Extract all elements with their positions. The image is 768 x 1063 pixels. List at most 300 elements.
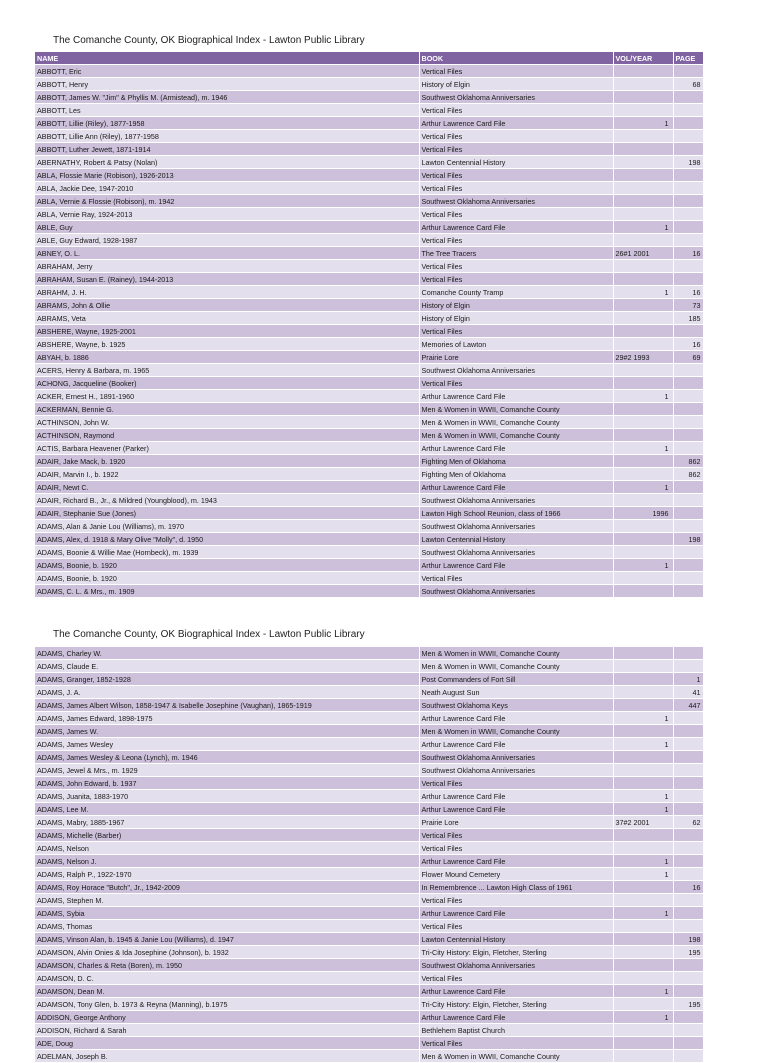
vol-year-cell: 1	[613, 855, 673, 868]
table-row	[35, 195, 703, 208]
vol-year-cell	[613, 894, 673, 907]
vol-year-cell	[613, 1037, 673, 1050]
book-cell: Prairie Lore	[419, 351, 613, 364]
book-cell: Lawton Centennial History	[419, 533, 613, 546]
name-cell: ADAMSON, Alvin Onies & Ida Josephine (Johnson), b. 1932	[35, 946, 419, 959]
page-cell	[673, 416, 703, 429]
vol-year-cell	[613, 104, 673, 117]
book-cell: Vertical Files	[419, 130, 613, 143]
vol-year-cell	[613, 312, 673, 325]
name-cell: ABBOTT, Luther Jewett, 1871-1914	[35, 143, 419, 156]
table-row	[35, 855, 703, 868]
name-cell: ADAIR, Stephanie Sue (Jones)	[35, 507, 419, 520]
vol-year-cell: 1	[613, 559, 673, 572]
page-cell	[673, 855, 703, 868]
vol-year-cell	[613, 699, 673, 712]
table-row	[35, 946, 703, 959]
table-row	[35, 546, 703, 559]
name-cell: ABRAHAM, Susan E. (Rainey), 1944-2013	[35, 273, 419, 286]
book-cell: Men & Women in WWII, Comanche County	[419, 660, 613, 673]
vol-year-cell	[613, 195, 673, 208]
book-cell: Vertical Files	[419, 377, 613, 390]
table-row	[35, 221, 703, 234]
page-cell	[673, 868, 703, 881]
vol-year-cell	[613, 946, 673, 959]
book-cell: Memories of Lawton	[419, 338, 613, 351]
page-cell: 198	[673, 533, 703, 546]
vol-year-cell	[613, 494, 673, 507]
header-row	[35, 52, 703, 65]
page-cell	[673, 429, 703, 442]
vol-year-cell	[613, 972, 673, 985]
page-cell	[673, 842, 703, 855]
name-cell: ABSHERE, Wayne, 1925-2001	[35, 325, 419, 338]
book-cell: Arthur Lawrence Card File	[419, 559, 613, 572]
table-row	[35, 312, 703, 325]
name-cell: ADAMS, Sybia	[35, 907, 419, 920]
table-row	[35, 338, 703, 351]
book-cell: Southwest Oklahoma Anniversaries	[419, 195, 613, 208]
book-cell: Neath August Sun	[419, 686, 613, 699]
table-row	[35, 907, 703, 920]
table-row	[35, 455, 703, 468]
table-row	[35, 247, 703, 260]
vol-year-cell	[613, 686, 673, 699]
page-cell	[673, 972, 703, 985]
book-cell: Vertical Files	[419, 920, 613, 933]
name-cell: ABRAHM, J. H.	[35, 286, 419, 299]
name-column-header: NAME	[35, 52, 419, 65]
vol-year-cell	[613, 234, 673, 247]
name-cell: ACTHINSON, John W.	[35, 416, 419, 429]
table-row	[35, 507, 703, 520]
page-cell	[673, 985, 703, 998]
name-cell: ADAMS, Charley W.	[35, 647, 419, 660]
book-cell: Post Commanders of Fort Sill	[419, 673, 613, 686]
book-cell: Southwest Oklahoma Anniversaries	[419, 494, 613, 507]
table-row	[35, 738, 703, 751]
table-row	[35, 777, 703, 790]
name-cell: ABLA, Vernie Ray, 1924-2013	[35, 208, 419, 221]
table-row	[35, 585, 703, 598]
book-cell: Southwest Oklahoma Anniversaries	[419, 546, 613, 559]
page-cell	[673, 169, 703, 182]
book-cell: Arthur Lawrence Card File	[419, 907, 613, 920]
table-row	[35, 572, 703, 585]
table-row	[35, 533, 703, 546]
page-cell	[673, 1011, 703, 1024]
book-cell: Vertical Files	[419, 182, 613, 195]
name-cell: ADAMSON, Dean M.	[35, 985, 419, 998]
table-row	[35, 468, 703, 481]
vol-year-cell: 1	[613, 442, 673, 455]
book-cell: Prairie Lore	[419, 816, 613, 829]
vol-year-cell	[613, 429, 673, 442]
table-row	[35, 725, 703, 738]
page-cell	[673, 712, 703, 725]
book-cell: Vertical Files	[419, 842, 613, 855]
vol-year-cell	[613, 260, 673, 273]
name-cell: ADAMS, Claude E.	[35, 660, 419, 673]
page-cell	[673, 208, 703, 221]
vol-year-cell	[613, 65, 673, 78]
table-row	[35, 829, 703, 842]
vol-year-cell	[613, 546, 673, 559]
table-row	[35, 442, 703, 455]
name-cell: ACHONG, Jacqueline (Booker)	[35, 377, 419, 390]
page-cell	[673, 481, 703, 494]
vol-year-cell	[613, 182, 673, 195]
table-row	[35, 920, 703, 933]
table-row	[35, 286, 703, 299]
page-cell	[673, 104, 703, 117]
page-cell: 16	[673, 338, 703, 351]
name-cell: ADAIR, Richard B., Jr., & Mildred (Youngblood), m. 1943	[35, 494, 419, 507]
page-cell	[673, 325, 703, 338]
table-row	[35, 998, 703, 1011]
page-cell: 16	[673, 247, 703, 260]
page-title: The Comanche County, OK Biographical Index - Lawton Public Library	[53, 35, 365, 46]
vol-year-cell	[613, 78, 673, 91]
table-row	[35, 494, 703, 507]
book-cell: Vertical Files	[419, 65, 613, 78]
book-cell: Bethlehem Baptist Church	[419, 1024, 613, 1037]
table-row	[35, 894, 703, 907]
name-cell: ADAMS, Juanita, 1883-1970	[35, 790, 419, 803]
book-cell: Fighting Men of Oklahoma	[419, 455, 613, 468]
page-cell	[673, 507, 703, 520]
name-cell: ACERS, Henry & Barbara, m. 1965	[35, 364, 419, 377]
book-cell: Arthur Lawrence Card File	[419, 390, 613, 403]
page-cell	[673, 803, 703, 816]
table-row	[35, 559, 703, 572]
vol-year-cell	[613, 881, 673, 894]
page-cell	[673, 364, 703, 377]
book-column-header: BOOK	[419, 52, 613, 65]
name-cell: ADAMS, James Edward, 1898-1975	[35, 712, 419, 725]
vol-year-cell: 1	[613, 803, 673, 816]
page-cell: 73	[673, 299, 703, 312]
page-cell: 198	[673, 156, 703, 169]
table-row	[35, 65, 703, 78]
table-row	[35, 429, 703, 442]
name-cell: ADAMSON, D. C.	[35, 972, 419, 985]
book-cell: Arthur Lawrence Card File	[419, 442, 613, 455]
vol-year-column-header: VOL/YEAR	[613, 52, 673, 65]
name-cell: ADAMS, Boonie & Willie Mae (Hornbeck), m. 1939	[35, 546, 419, 559]
name-cell: ABLA, Jackie Dee, 1947-2010	[35, 182, 419, 195]
name-cell: ADAMS, John Edward, b. 1937	[35, 777, 419, 790]
page-cell	[673, 790, 703, 803]
name-cell: ABRAMS, John & Ollie	[35, 299, 419, 312]
book-cell: Vertical Files	[419, 1037, 613, 1050]
vol-year-cell: 29#2 1993	[613, 351, 673, 364]
page-cell	[673, 546, 703, 559]
book-cell: History of Elgin	[419, 299, 613, 312]
vol-year-cell	[613, 169, 673, 182]
book-cell: History of Elgin	[419, 78, 613, 91]
table-row	[35, 699, 703, 712]
name-cell: ADAMS, Boonie, b. 1920	[35, 572, 419, 585]
book-cell: Men & Women in WWII, Comanche County	[419, 416, 613, 429]
book-cell: Vertical Files	[419, 208, 613, 221]
book-cell: Arthur Lawrence Card File	[419, 1011, 613, 1024]
name-cell: ADAMS, Nelson J.	[35, 855, 419, 868]
vol-year-cell: 1	[613, 712, 673, 725]
page-cell: 1	[673, 673, 703, 686]
page-cell	[673, 660, 703, 673]
name-cell: ADELMAN, Joseph B.	[35, 1050, 419, 1063]
vol-year-cell	[613, 156, 673, 169]
page-cell	[673, 585, 703, 598]
book-cell: Arthur Lawrence Card File	[419, 803, 613, 816]
name-cell: ADE, Doug	[35, 1037, 419, 1050]
name-cell: ADDISON, George Anthony	[35, 1011, 419, 1024]
page-cell: 195	[673, 946, 703, 959]
name-cell: ABLE, Guy	[35, 221, 419, 234]
table-row	[35, 1050, 703, 1063]
vol-year-cell: 37#2 2001	[613, 816, 673, 829]
vol-year-cell	[613, 325, 673, 338]
table-row	[35, 390, 703, 403]
page-cell	[673, 572, 703, 585]
name-cell: ADAMS, Jewel & Mrs., m. 1929	[35, 764, 419, 777]
book-cell: Southwest Oklahoma Anniversaries	[419, 364, 613, 377]
table-row	[35, 377, 703, 390]
book-cell: Vertical Files	[419, 777, 613, 790]
page-cell	[673, 221, 703, 234]
table-row	[35, 156, 703, 169]
table-row	[35, 868, 703, 881]
table-row	[35, 686, 703, 699]
vol-year-cell	[613, 1024, 673, 1037]
table-row	[35, 208, 703, 221]
page-cell: 195	[673, 998, 703, 1011]
table-row	[35, 299, 703, 312]
name-cell: ADAMS, Thomas	[35, 920, 419, 933]
vol-year-cell	[613, 777, 673, 790]
vol-year-cell	[613, 725, 673, 738]
name-cell: ADAMS, Mabry, 1885-1967	[35, 816, 419, 829]
book-cell: Tri-City History: Elgin, Fletcher, Sterling	[419, 998, 613, 1011]
vol-year-cell: 1	[613, 790, 673, 803]
page-title: The Comanche County, OK Biographical Index - Lawton Public Library	[53, 629, 365, 640]
book-cell: Vertical Files	[419, 972, 613, 985]
vol-year-cell	[613, 585, 673, 598]
table-row	[35, 751, 703, 764]
vol-year-cell	[613, 455, 673, 468]
table-row	[35, 403, 703, 416]
book-cell: Vertical Files	[419, 894, 613, 907]
page-cell	[673, 143, 703, 156]
book-cell: Arthur Lawrence Card File	[419, 221, 613, 234]
page-cell	[673, 130, 703, 143]
page-cell	[673, 920, 703, 933]
name-cell: ABBOTT, Henry	[35, 78, 419, 91]
vol-year-cell: 1	[613, 221, 673, 234]
name-cell: ADAMS, Vinson Alan, b. 1945 & Janie Lou (Williams), d. 1947	[35, 933, 419, 946]
name-cell: ABERNATHY, Robert & Patsy (Nolan)	[35, 156, 419, 169]
name-cell: ABRAMS, Veta	[35, 312, 419, 325]
vol-year-cell	[613, 1050, 673, 1063]
table-row	[35, 117, 703, 130]
table-row	[35, 985, 703, 998]
table-row	[35, 520, 703, 533]
vol-year-cell	[613, 572, 673, 585]
book-cell: Arthur Lawrence Card File	[419, 712, 613, 725]
vol-year-cell	[613, 673, 673, 686]
name-cell: ADAMS, James Wesley & Leona (Lynch), m. 1946	[35, 751, 419, 764]
vol-year-cell: 1	[613, 985, 673, 998]
name-cell: ADAMS, Alex, d. 1918 & Mary Olive "Molly", d. 1950	[35, 533, 419, 546]
table-row	[35, 325, 703, 338]
book-cell: Arthur Lawrence Card File	[419, 481, 613, 494]
name-cell: ADAIR, Marvin I., b. 1922	[35, 468, 419, 481]
name-cell: ACTIS, Barbara Heavener (Parker)	[35, 442, 419, 455]
page-cell: 16	[673, 286, 703, 299]
book-cell: Southwest Oklahoma Anniversaries	[419, 751, 613, 764]
name-cell: ADAMS, Boonie, b. 1920	[35, 559, 419, 572]
book-cell: Men & Women in WWII, Comanche County	[419, 403, 613, 416]
vol-year-cell	[613, 660, 673, 673]
page-cell	[673, 751, 703, 764]
table-row	[35, 803, 703, 816]
page-cell: 41	[673, 686, 703, 699]
book-cell: Vertical Files	[419, 325, 613, 338]
table-row	[35, 1024, 703, 1037]
book-cell: Men & Women in WWII, Comanche County	[419, 1050, 613, 1063]
page-cell	[673, 260, 703, 273]
table-row	[35, 790, 703, 803]
page-cell: 862	[673, 468, 703, 481]
page-cell	[673, 559, 703, 572]
table-row	[35, 364, 703, 377]
book-cell: Men & Women in WWII, Comanche County	[419, 725, 613, 738]
vol-year-cell	[613, 338, 673, 351]
name-cell: ADAIR, Jake Mack, b. 1920	[35, 455, 419, 468]
page-cell	[673, 777, 703, 790]
table-row	[35, 660, 703, 673]
table-row	[35, 673, 703, 686]
book-cell: Fighting Men of Oklahoma	[419, 468, 613, 481]
page-cell	[673, 182, 703, 195]
table-row	[35, 182, 703, 195]
vol-year-cell	[613, 130, 673, 143]
vol-year-cell	[613, 959, 673, 972]
book-cell: Vertical Files	[419, 234, 613, 247]
page-cell	[673, 738, 703, 751]
name-cell: ADAMS, J. A.	[35, 686, 419, 699]
page-cell	[673, 377, 703, 390]
vol-year-cell: 1	[613, 907, 673, 920]
table-row	[35, 647, 703, 660]
name-cell: ACTHINSON, Raymond	[35, 429, 419, 442]
book-cell: Vertical Files	[419, 104, 613, 117]
book-cell: Arthur Lawrence Card File	[419, 117, 613, 130]
table-row	[35, 143, 703, 156]
vol-year-cell	[613, 520, 673, 533]
name-cell: ABLE, Guy Edward, 1928-1987	[35, 234, 419, 247]
page-cell	[673, 403, 703, 416]
vol-year-cell	[613, 751, 673, 764]
book-cell: Vertical Files	[419, 829, 613, 842]
name-cell: ADAMSON, Tony Glen, b. 1973 & Reyna (Manning), b.1975	[35, 998, 419, 1011]
page-cell	[673, 91, 703, 104]
table-row	[35, 273, 703, 286]
name-cell: ABBOTT, Lillie (Riley), 1877-1958	[35, 117, 419, 130]
page-cell	[673, 195, 703, 208]
page-cell: 16	[673, 881, 703, 894]
book-cell: Arthur Lawrence Card File	[419, 738, 613, 751]
page-cell	[673, 520, 703, 533]
book-cell: Vertical Files	[419, 143, 613, 156]
page-cell: 862	[673, 455, 703, 468]
vol-year-cell	[613, 208, 673, 221]
page-cell: 69	[673, 351, 703, 364]
table-row	[35, 816, 703, 829]
name-cell: ADAMSON, Charles & Reta (Boren), m. 1950	[35, 959, 419, 972]
page-cell	[673, 1050, 703, 1063]
table-row	[35, 169, 703, 182]
name-cell: ABLA, Vernie & Flossie (Robison), m. 1942	[35, 195, 419, 208]
name-cell: ADAMS, Nelson	[35, 842, 419, 855]
name-cell: ABBOTT, Eric	[35, 65, 419, 78]
book-cell: Arthur Lawrence Card File	[419, 985, 613, 998]
name-cell: ADAMS, Lee M.	[35, 803, 419, 816]
name-cell: ABBOTT, Lillie Ann (Riley), 1877-1958	[35, 130, 419, 143]
table-row	[35, 78, 703, 91]
book-cell: Men & Women in WWII, Comanche County	[419, 429, 613, 442]
page-cell	[673, 1024, 703, 1037]
table-row	[35, 842, 703, 855]
table-row	[35, 959, 703, 972]
page-cell: 68	[673, 78, 703, 91]
table-row	[35, 130, 703, 143]
book-cell: Vertical Files	[419, 273, 613, 286]
page-cell	[673, 117, 703, 130]
name-cell: ABBOTT, Les	[35, 104, 419, 117]
page-cell	[673, 1037, 703, 1050]
book-cell: Tri-City History: Elgin, Fletcher, Sterling	[419, 946, 613, 959]
name-cell: ADAMS, James Albert Wilson, 1858-1947 & Isabelle Josephine (Vaughan), 1865-1919	[35, 699, 419, 712]
vol-year-cell: 1	[613, 868, 673, 881]
book-cell: Arthur Lawrence Card File	[419, 855, 613, 868]
page-cell	[673, 273, 703, 286]
name-cell: ADAMS, James W.	[35, 725, 419, 738]
book-cell: Southwest Oklahoma Anniversaries	[419, 91, 613, 104]
book-cell: Southwest Oklahoma Anniversaries	[419, 585, 613, 598]
book-cell: Southwest Oklahoma Anniversaries	[419, 959, 613, 972]
name-cell: ACKER, Ernest H., 1891-1960	[35, 390, 419, 403]
name-cell: ABBOTT, James W. "Jim" & Phyllis M. (Armistead), m. 1946	[35, 91, 419, 104]
vol-year-cell	[613, 143, 673, 156]
index-table	[35, 52, 704, 598]
vol-year-cell	[613, 998, 673, 1011]
page-cell	[673, 764, 703, 777]
table-row	[35, 712, 703, 725]
page-cell	[673, 907, 703, 920]
name-cell: ABNEY, O. L.	[35, 247, 419, 260]
name-cell: ADAMS, Alan & Janie Lou (Williams), m. 1970	[35, 520, 419, 533]
name-cell: ABYAH, b. 1886	[35, 351, 419, 364]
vol-year-cell	[613, 764, 673, 777]
book-cell: Lawton Centennial History	[419, 933, 613, 946]
name-cell: ADDISON, Richard & Sarah	[35, 1024, 419, 1037]
name-cell: ADAMS, Ralph P., 1922-1970	[35, 868, 419, 881]
page-cell	[673, 894, 703, 907]
book-cell: Comanche County Tramp	[419, 286, 613, 299]
page-cell	[673, 65, 703, 78]
